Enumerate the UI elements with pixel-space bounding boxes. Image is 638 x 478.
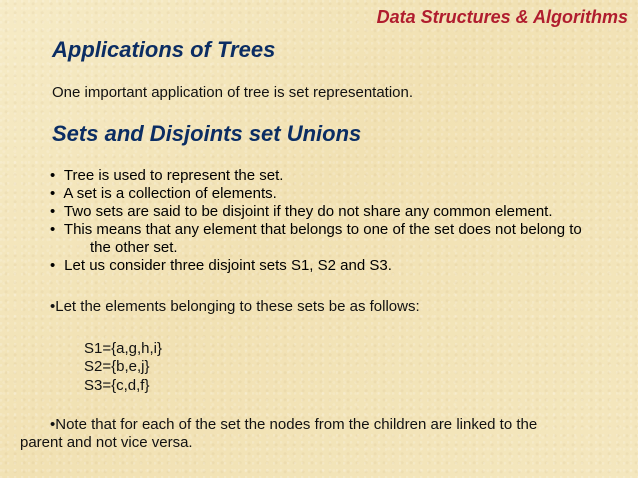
- note-text-line-2: parent and not vice versa.: [20, 434, 193, 451]
- set-s1: S1={a,g,h,i}: [84, 340, 162, 357]
- bullet-text: Let us consider three disjoint sets S1, S2 and S3.: [64, 257, 392, 274]
- intro-text: One important application of tree is set representation.: [52, 84, 414, 101]
- bullet-icon: •: [50, 185, 56, 202]
- course-title: Data Structures & Algorithms: [376, 7, 628, 27]
- bullet-item: [50, 185, 626, 203]
- bullet-item: [50, 221, 626, 257]
- bullet-item: [50, 203, 626, 221]
- bullet-item: [50, 167, 626, 185]
- bullet-text: This means that any element that belongs to one of the set does not belong to: [63, 221, 582, 238]
- bullet-list: [50, 167, 626, 275]
- bullet-continuation: the other set.: [90, 239, 178, 256]
- note-text-line-1: •Note that for each of the set the nodes from the children are linked to the: [50, 416, 538, 433]
- bullet-item: [50, 257, 626, 275]
- section-heading-applications-of-trees: Applications of Trees: [52, 37, 276, 62]
- section-heading-disjoint-sets: Sets and Disjoints set Unions: [52, 121, 362, 146]
- bullet-icon: •: [50, 221, 56, 238]
- bullet-text: A set is a collection of elements.: [63, 185, 277, 202]
- bullet-text: Two sets are said to be disjoint if they do not share any common element.: [63, 203, 553, 220]
- bullet-icon: •: [50, 167, 56, 184]
- bullet-icon: •: [50, 203, 56, 220]
- bullet-text: Tree is used to represent the set.: [63, 167, 284, 184]
- bullet-icon: •: [50, 257, 56, 274]
- elements-intro-text: •Let the elements belonging to these sets be as follows:: [50, 298, 420, 315]
- set-s3: S3={c,d,f}: [84, 377, 150, 394]
- set-s2: S2={b,e,j}: [84, 358, 150, 375]
